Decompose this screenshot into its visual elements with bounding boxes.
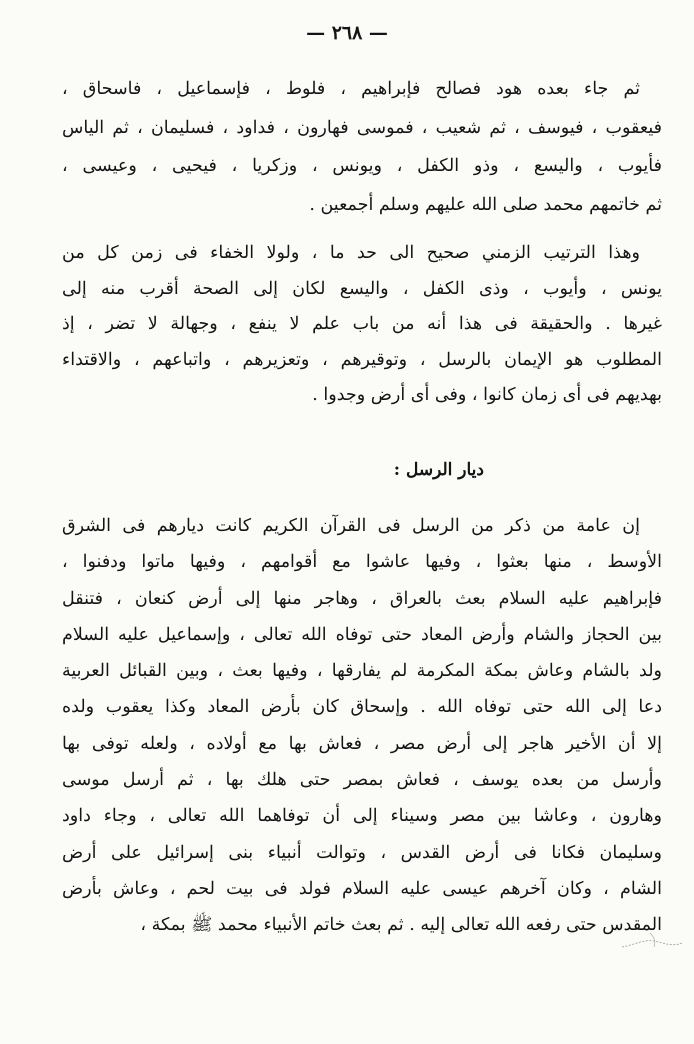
text-line: دعا إلى الله حتى توفاه الله . وإسحاق كان بأرض المعاد وكذا يعقوب ولده bbox=[62, 697, 662, 718]
text-line: إلا أن الأخير هاجر إلى أرض مصر ، فعاش بها مع أولاده ، ولعله توفى بها bbox=[62, 733, 662, 754]
text-line: فأيوب ، واليسع ، وذو الكفل ، ويونس ، وزكريا ، فيحيى ، وعيسى ، bbox=[62, 156, 662, 176]
text-line: فيعقوب ، فيوسف ، ثم شعيب ، فموسى فهارون ، فداود ، فسليمان ، ثم الياس bbox=[62, 117, 662, 138]
text-line: وأرسل من بعده يوسف ، فعاش بمصر حتى هلك بها ، ثم أرسل موسى bbox=[62, 770, 662, 791]
paragraph-prophets-order bbox=[62, 70, 662, 224]
text-line: غيرها . والحقيقة فى هذا أنه من باب علم لا ينفع ، وجهالة لا تضر ، إذ bbox=[62, 314, 662, 334]
section-heading: ديار الرسل : bbox=[393, 460, 484, 480]
page-number: — ٢٦٨ — bbox=[306, 22, 388, 44]
text-line: ولد بالشام وعاش بمكة المكرمة لم يفارقها ، وفيها بعث ، وبين القبائل العربية bbox=[62, 661, 662, 682]
text-line: وسليمان فكانا فى أرض القدس ، وتوالت أنبياء بنى إسرائيل على أرض bbox=[62, 842, 662, 863]
paragraph-lands-of-messengers bbox=[62, 508, 662, 944]
text-line: الأوسط ، منها بعثوا ، وفيها عاشوا مع أقوامهم ، وفيها ماتوا ودفنوا ، bbox=[62, 552, 662, 573]
text-line: بين الحجاز والشام وأرض المعاد حتى توفاه الله تعالى ، وإسماعيل عليه السلام bbox=[62, 624, 662, 645]
text-line: يونس ، وأيوب ، وذى الكفل ، واليسع لكان إلى الصحة أقرب منه إلى bbox=[62, 278, 662, 299]
text-line: إن عامة من ذكر من الرسل فى القرآن الكريم كانت ديارهم فى الشرق bbox=[62, 516, 640, 536]
text-line: وهذا الترتيب الزمني صحيح الى حد ما ، ولولا الخفاء فى زمن كل من bbox=[62, 243, 640, 263]
text-line: الشام ، وكان آخرهم عيسى عليه السلام فولد فى بيت لحم ، وعاش بأرض bbox=[62, 878, 662, 899]
text-line: وهارون ، وعاشا بين مصر وسيناء إلى أن توفاهما الله تعالى ، وجاء داود bbox=[62, 806, 662, 827]
text-line: المطلوب هو الإيمان بالرسل ، وتوقيرهم ، وتعزيرهم ، واتباعهم ، والاقتداء bbox=[62, 349, 662, 370]
text-line: المقدس حتى رفعه الله تعالى إليه . ثم بعث خاتم الأنبياء محمد ﷺ بمكة ، bbox=[140, 915, 662, 936]
text-line: ثم خاتمهم محمد صلى الله عليهم وسلم أجمعين . bbox=[309, 194, 662, 215]
text-line: فإبراهيم عليه السلام بعث بالعراق ، وهاجر منها إلى أرض كنعان ، فتنقل bbox=[62, 588, 662, 609]
paragraph-chronology bbox=[62, 236, 662, 414]
text-line: بهديهم فى أى زمان كانوا ، وفى أى أرض وجدوا . bbox=[312, 385, 662, 405]
margin-pencil-mark bbox=[620, 925, 684, 953]
text-line: ثم جاء بعده هود فصالح فإبراهيم ، فلوط ، فإسماعيل ، فاسحاق ، bbox=[62, 79, 640, 99]
